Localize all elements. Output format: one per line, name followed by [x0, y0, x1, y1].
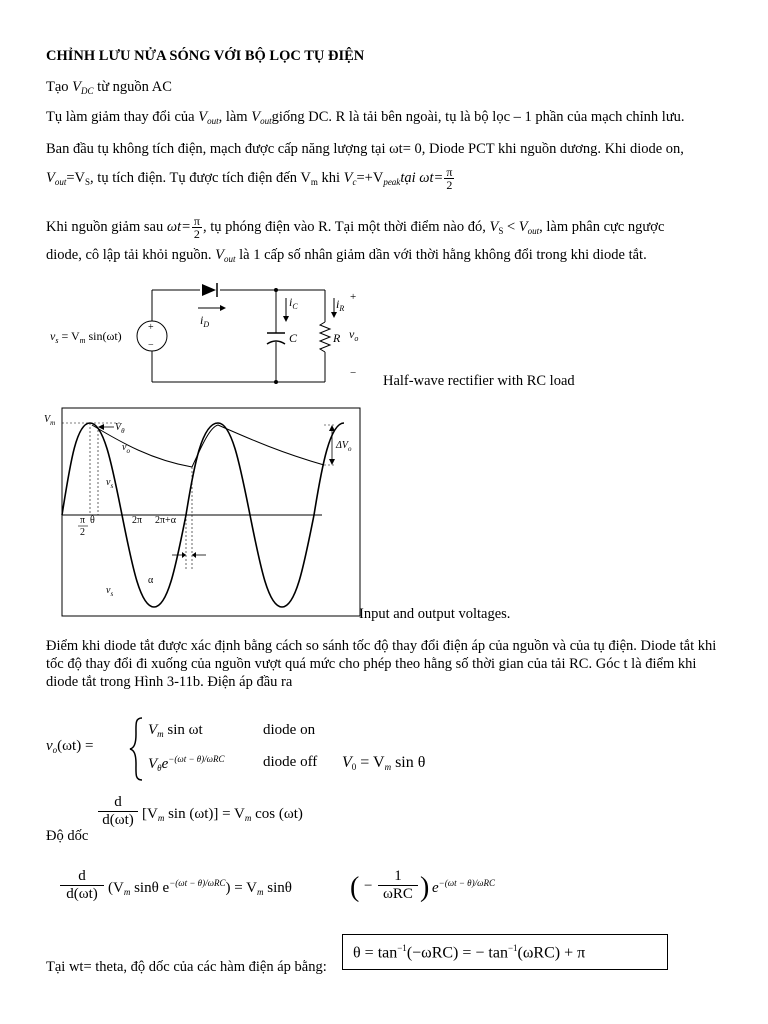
eq1-row1: [148, 722, 203, 739]
numerator: π: [193, 214, 200, 228]
text-line-4: [46, 166, 455, 191]
vs-wave-label-1: $v_s$: [106, 477, 114, 490]
subscript: m: [123, 887, 131, 897]
numerator: d: [60, 868, 104, 886]
text-line-6: [46, 246, 647, 268]
body-paragraph: Điểm khi diode tắt được xác định bằng cách so sánh tốc độ thay đổi điện áp của nguồn và của tụ điện. Diode tắt khi tốc độ thay đổi đi xuống của nguồn vượt quá mức cho phép theo hằng số thời gian của tải RC. Góc t là điểm khi diode tắt trong Hình 3-11b. Điện áp đầu ra: [46, 638, 717, 690]
symbol: V: [148, 722, 158, 738]
tick-two: 2: [80, 527, 85, 538]
symbol: V: [343, 169, 353, 186]
tick-2pi-alpha: 2π+α: [155, 515, 176, 526]
exponent: −1: [507, 943, 518, 953]
text: =V: [66, 169, 86, 186]
subscript: DC: [81, 86, 94, 96]
eq1-row2: [148, 754, 225, 773]
vo-waveform: [92, 425, 324, 467]
symbol: ωt=: [166, 218, 191, 235]
diode-icon: [202, 283, 217, 297]
subscript: out: [224, 254, 236, 264]
text: Tạo: [46, 79, 73, 95]
text: sin (ωt)] = V: [164, 806, 245, 822]
text: Khi nguồn giảm sau: [46, 218, 167, 235]
subscript: out: [207, 116, 219, 126]
eq3-inner-fraction: [378, 868, 418, 903]
numerator: d: [98, 794, 138, 812]
delta-vo-label: $\Delta V_o$: [336, 440, 352, 453]
subscript: o: [52, 745, 58, 755]
equation-piecewise: [46, 716, 466, 786]
text: Tụ làm giảm thay đổi của: [46, 109, 199, 125]
text: [V: [142, 806, 158, 822]
eq2-body: [142, 806, 303, 823]
text: θ = tan: [353, 944, 398, 962]
vo-label: $v_o$: [349, 327, 359, 343]
text: tại: [400, 169, 420, 186]
text: khi: [317, 169, 344, 186]
symbol: V: [518, 218, 528, 235]
resistor-icon: [320, 322, 330, 352]
symbol: V: [215, 247, 224, 263]
subscript: m: [310, 176, 318, 187]
vo-plus: +: [350, 291, 357, 303]
circuit-caption: Half-wave rectifier with RC load: [383, 373, 575, 389]
text: sinθ e: [130, 880, 170, 896]
subscript: c: [352, 176, 357, 187]
text: , tụ tích điện. Tụ được tích điện đến V: [90, 169, 311, 186]
tick-theta: θ: [90, 515, 95, 526]
eq3-paren-close: ): [420, 872, 430, 903]
equation-exponential-derivative: [60, 868, 540, 920]
brace-icon: [128, 716, 144, 782]
subscript: 0: [351, 762, 357, 772]
text-line-1: [46, 78, 172, 100]
eq4-result: [353, 943, 585, 962]
source-minus: −: [148, 340, 154, 351]
subscript: m: [257, 887, 264, 897]
text: , tụ phóng điện vào R. Tại một thời điểm nào đó,: [202, 218, 490, 235]
text-line-3: Ban đầu tụ không tích điện, mạch được cấp năng lượng tại ωt= 0, Diode PCT khi nguồn dương. Khi diode on,: [46, 141, 684, 157]
text: sin ωt: [163, 722, 203, 738]
text: từ nguồn AC: [93, 79, 172, 95]
denominator: d(ωt): [102, 812, 134, 828]
text: ): [225, 880, 231, 896]
subscript: out: [527, 225, 540, 236]
eq1-row2-note: diode off: [263, 754, 318, 770]
eq3-lhs: [108, 878, 292, 897]
symbol: V: [489, 218, 499, 235]
text: (ωRC) + π: [517, 944, 586, 962]
symbol: V: [148, 756, 158, 772]
subscript: m: [157, 729, 164, 739]
document-title: CHỈNH LƯU NỬA SÓNG VỚI BỘ LỌC TỤ ĐIỆN: [46, 48, 365, 64]
waveform-diagram: [42, 405, 362, 620]
symbol: ωt=: [419, 169, 444, 186]
subscript: m: [157, 813, 165, 823]
text: diode, cô lập tải khỏi nguồn.: [46, 247, 216, 263]
subscript: θ: [157, 763, 162, 773]
symbol: V: [198, 109, 208, 125]
denominator: d(ωt): [66, 886, 98, 902]
waveform-caption: Input and output voltages.: [359, 606, 511, 622]
symbol: V: [72, 79, 82, 95]
denominator: 2: [193, 227, 200, 241]
text: (ωt) =: [57, 738, 94, 754]
eq1-row1-note: diode on: [263, 722, 316, 738]
vm-label: $V_m$: [44, 414, 56, 427]
numerator: π: [446, 165, 453, 179]
vtheta-label: $V_\theta$: [115, 422, 125, 435]
iR-label: $i_R$: [336, 297, 345, 313]
alpha-label: α: [148, 575, 154, 586]
subscript: S: [498, 225, 504, 236]
iD-label: $i_D$: [200, 313, 210, 329]
vs-wave-label-2: $v_s$: [106, 585, 114, 598]
symbol: e: [432, 880, 439, 896]
denominator: ωRC: [383, 886, 413, 902]
text: =+V: [356, 169, 384, 186]
eq2-label: Độ dốc: [46, 828, 89, 844]
source-plus: +: [148, 322, 154, 333]
eq2-fraction: [98, 794, 138, 829]
subscript: peak: [383, 176, 401, 187]
C-label: C: [289, 331, 298, 345]
eq3-paren-open: (: [350, 872, 360, 903]
tick-2pi: 2π: [132, 515, 143, 526]
subscript: m: [384, 762, 392, 772]
text: , làm: [218, 109, 252, 125]
text: là 1 cấp số nhân giảm dần với thời hằng không đổi trong khi diode tắt.: [235, 247, 647, 263]
eq1-vtheta: [342, 754, 425, 772]
source-label: $v_s = V_m$ sin(ωt): [50, 329, 122, 345]
text: = V: [230, 880, 257, 896]
symbol: V: [46, 169, 55, 186]
denominator: 2: [446, 178, 453, 192]
symbol: V: [251, 109, 261, 125]
fraction: [444, 166, 454, 191]
exponent: −(ωt − θ)/ωRC: [438, 878, 495, 888]
eq3-minus: −: [364, 878, 373, 894]
text: (V: [108, 880, 124, 896]
symbol: e: [161, 756, 169, 772]
symbol: v: [46, 738, 53, 754]
symbol: V: [342, 754, 352, 771]
subscript: out: [260, 116, 272, 126]
text: sinθ: [263, 880, 292, 896]
text: cos (ωt): [251, 806, 303, 822]
exponent: −(ωt − θ)/ωRC: [168, 754, 225, 764]
rectifier-circuit-diagram: [40, 276, 380, 391]
R-label: R: [333, 331, 341, 345]
eq4-label: Tại wt= theta, độ dốc của các hàm điện áp bằng:: [46, 959, 327, 975]
eq1-lhs: [46, 738, 93, 755]
text: , làm phân cực ngược: [539, 218, 665, 235]
text-line-2: [46, 108, 685, 130]
vo-wave-label: $v_o$: [122, 442, 130, 455]
tick-pi: π: [80, 515, 86, 526]
text: = V: [356, 754, 385, 771]
exponent: −1: [397, 943, 407, 953]
text: <: [503, 218, 519, 235]
text-line-5: [46, 215, 664, 240]
result-box: [342, 934, 668, 970]
eq3-fraction: [60, 868, 104, 903]
subscript: m: [244, 813, 252, 823]
exponent: −(ωt − θ)/ωRC: [169, 878, 226, 888]
numerator: 1: [378, 868, 418, 886]
subscript: out: [54, 176, 67, 187]
fraction: [192, 215, 202, 240]
equation-derivative: [46, 794, 386, 848]
text: (−ωRC) = − tan: [406, 944, 508, 962]
iC-label: $i_C$: [289, 295, 298, 311]
text: sin θ: [391, 754, 426, 771]
eq3-rhs-exp: [432, 878, 495, 897]
vo-minus: −: [350, 367, 357, 379]
subscript: S: [85, 176, 91, 187]
text: giống DC. R là tải bên ngoài, tụ là bộ lọc – 1 phần của mạch chỉnh lưu.: [271, 109, 685, 125]
